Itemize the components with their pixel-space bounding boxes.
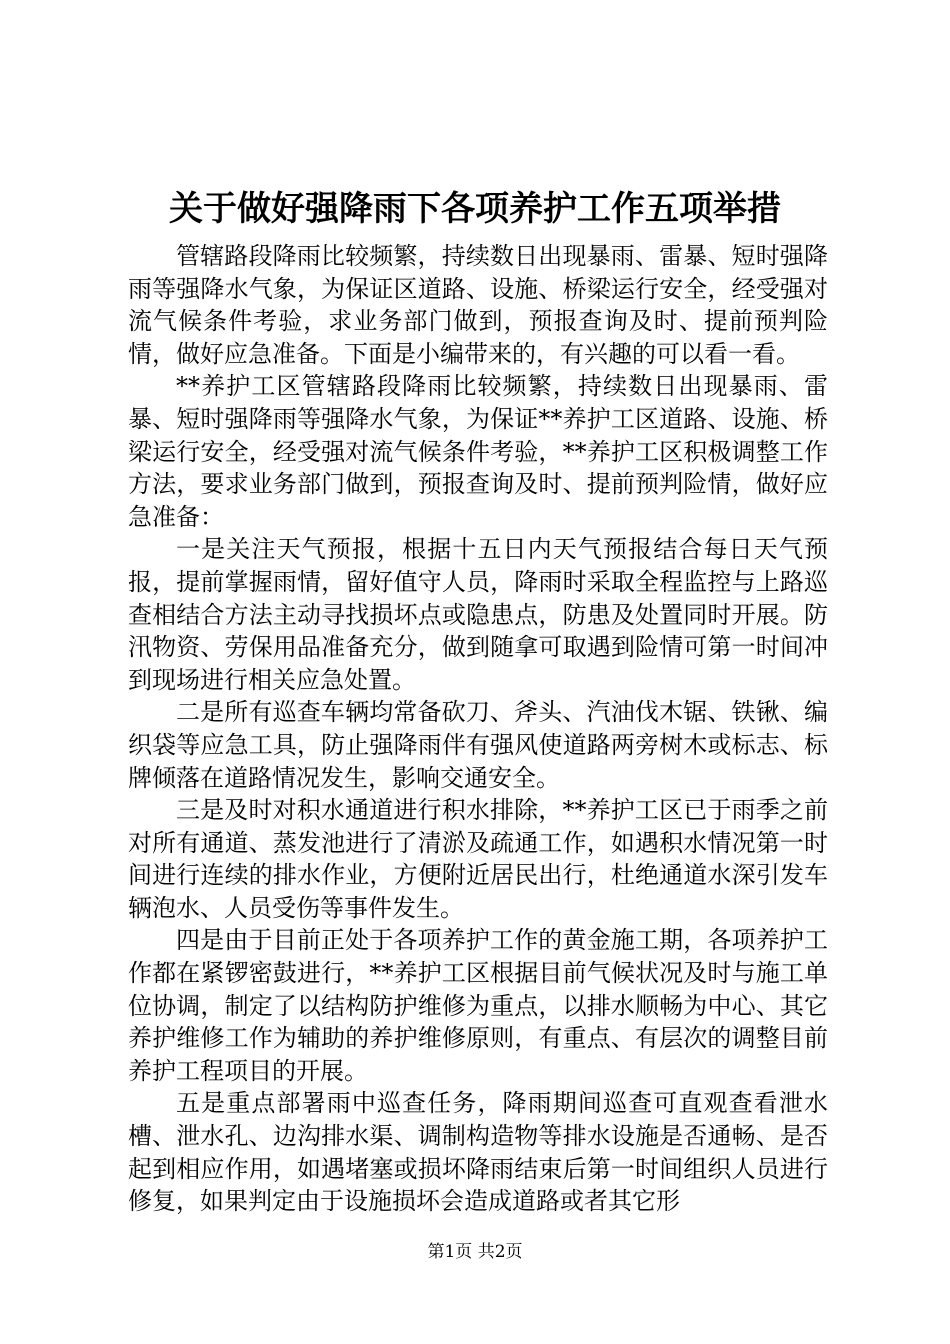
- paragraph-measure-1: 一是关注天气预报，根据十五日内天气预报结合每日天气预报，提前掌握雨情，留好值守人员，降雨时采取全程监控与上路巡查相结合方法主动寻找损坏点或隐患点，防患及处置同时开展。防汛物资、劳保用品准备充分，做到随拿可取遇到险情可第一时间冲到现场进行相关应急处置。: [128, 535, 828, 694]
- page-number-footer: 第1页 共2页: [427, 1242, 523, 1262]
- paragraph-measure-3: 三是及时对积水通道进行积水排除，**养护工区已于雨季之前对所有通道、蒸发池进行了清淤及疏通工作，如遇积水情况第一时间进行连续的排水作业，方便附近居民出行，杜绝通道水深引发车辆泡水、人员受伤等事件发生。: [128, 796, 828, 922]
- paragraph-measure-5: 五是重点部署雨中巡查任务，降雨期间巡查可直观查看泄水槽、泄水孔、边沟排水渠、调制构造物等排水设施是否通畅、是否起到相应作用，如遇堵塞或损坏降雨结束后第一时间组织人员进行修复，如果判定由于设施损坏会造成道路或者其它形: [128, 1089, 828, 1216]
- document-title: 关于做好强降雨下各项养护工作五项举措: [169, 189, 781, 229]
- paragraph-intro: 管辖路段降雨比较频繁，持续数日出现暴雨、雷暴、短时强降雨等强降水气象，为保证区道路、设施、桥梁运行安全，经受强对流气候条件考验，求业务部门做到，预报查询及时、提前预判险情，做好应急准备。下面是小编带来的，有兴趣的可以看一看。: [128, 242, 828, 368]
- paragraph-measure-4: 四是由于目前正处于各项养护工作的黄金施工期，各项养护工作都在紧锣密鼓进行，**养护工区根据目前气候状况及时与施工单位协调，制定了以结构防护维修为重点，以排水顺畅为中心、其它养护维修工作为辅助的养护维修原则，有重点、有层次的调整目前养护工程项目的开展。: [128, 926, 828, 1085]
- document-body: [128, 240, 828, 1218]
- paragraph-background: **养护工区管辖路段降雨比较频繁，持续数日出现暴雨、雷暴、短时强降雨等强降水气象，为保证**养护工区道路、设施、桥梁运行安全，经受强对流气候条件考验，**养护工区积极调整工作方法，要求业务部门做到，预报查询及时、提前预判险情，做好应急准备：: [128, 372, 828, 531]
- paragraph-measure-2: 二是所有巡查车辆均常备砍刀、斧头、汽油伐木锯、铁锹、编织袋等应急工具，防止强降雨伴有强风使道路两旁树木或标志、标牌倾落在道路情况发生，影响交通安全。: [128, 698, 828, 792]
